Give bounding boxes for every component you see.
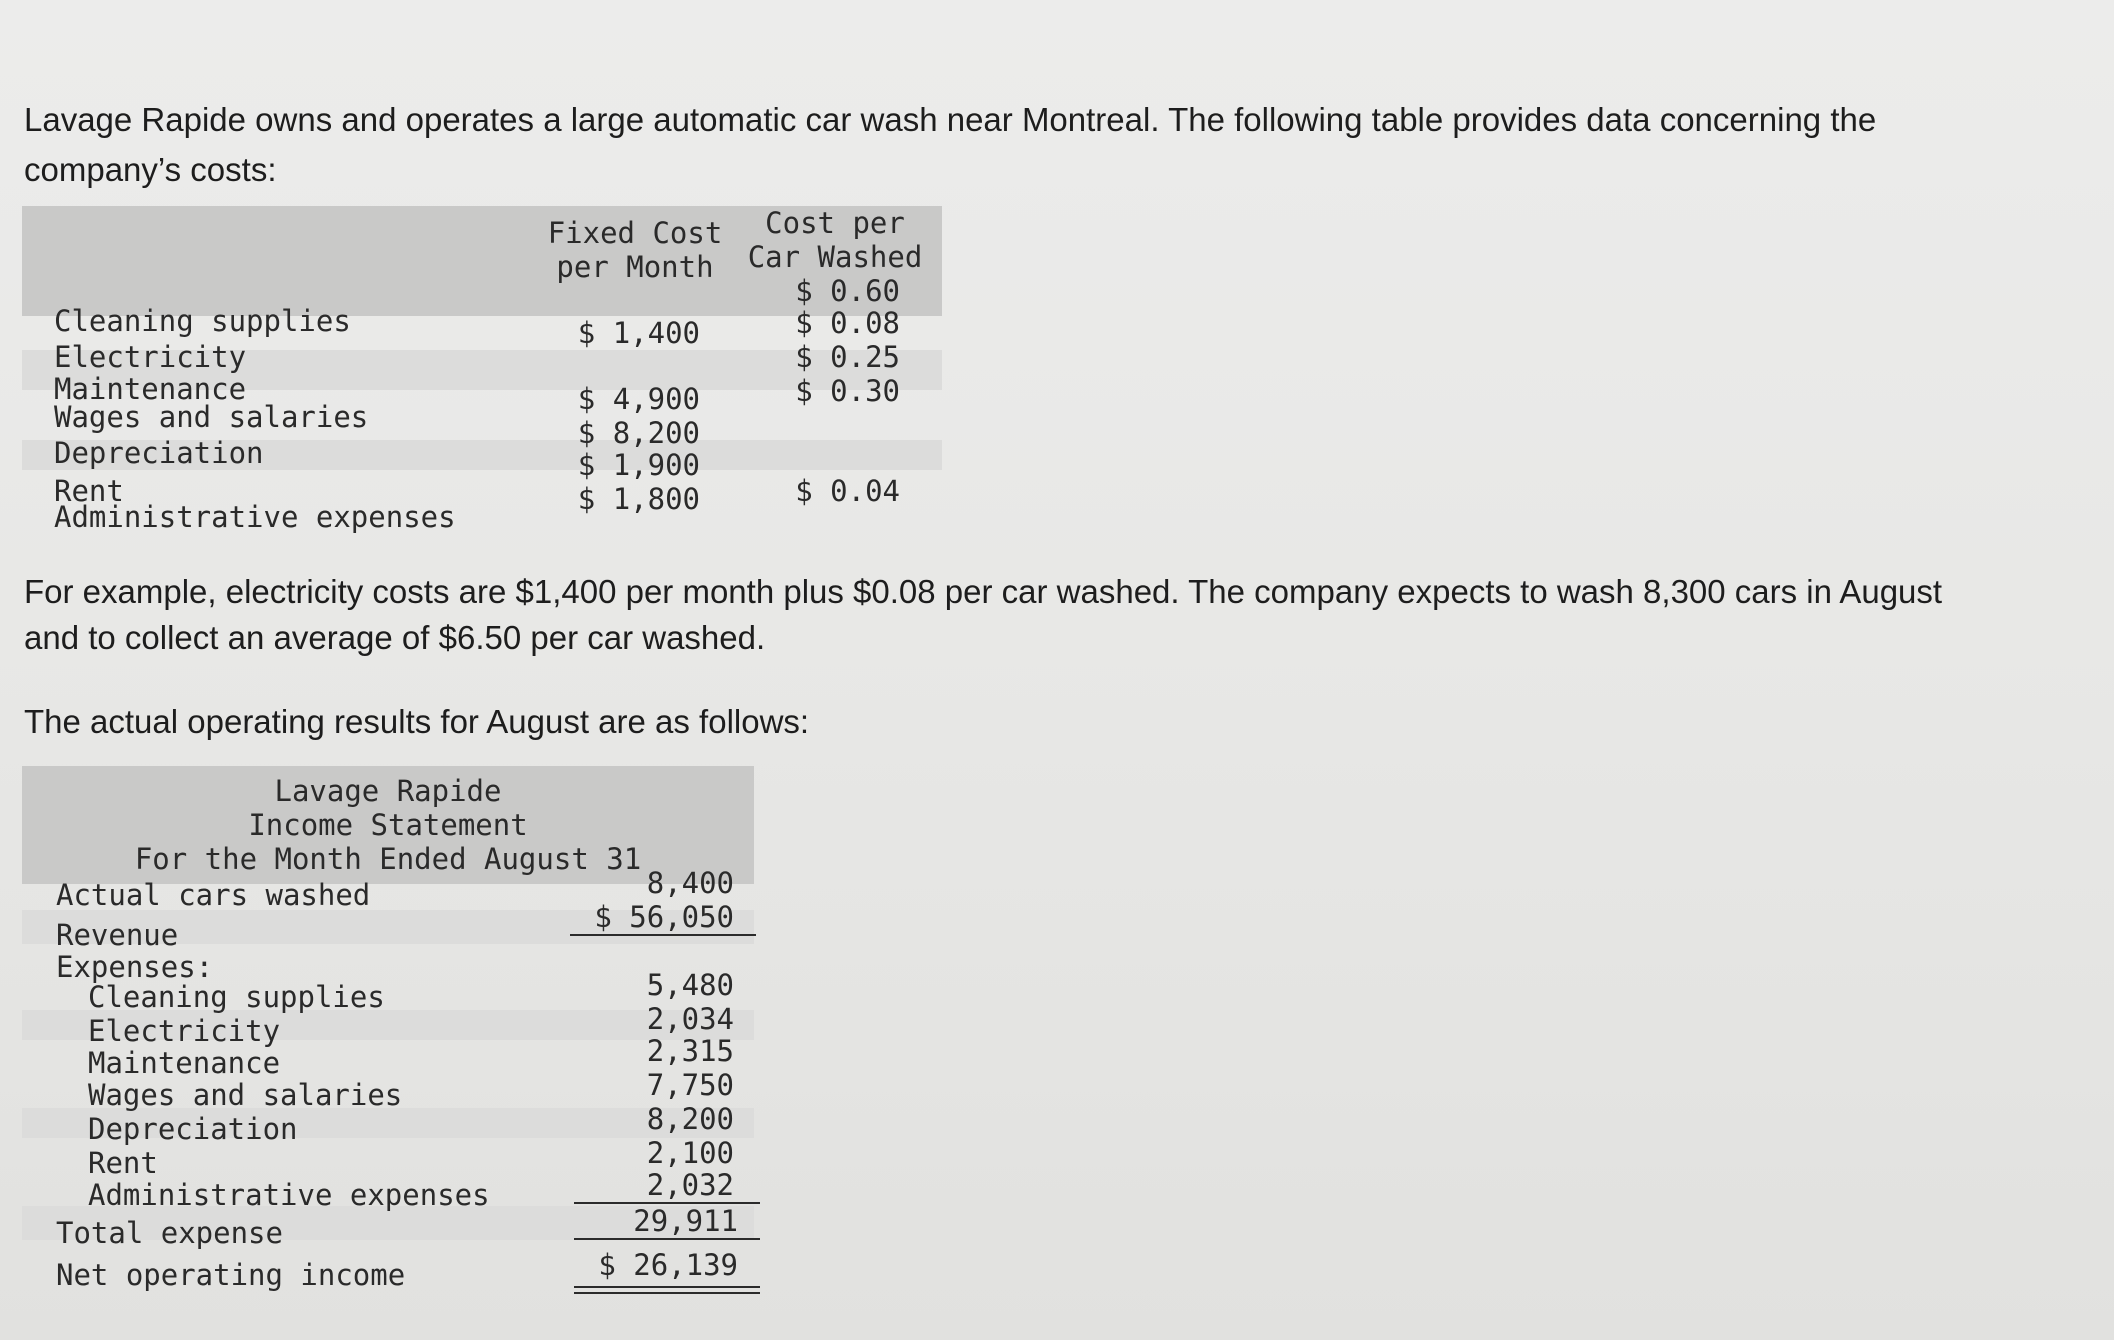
- expense-value: 2,034: [646, 1002, 734, 1036]
- statement-period: For the Month Ended August 31: [134, 842, 642, 876]
- fixed-cost-value: $ 4,900: [577, 382, 700, 416]
- fixed-cost-value: $ 1,400: [577, 316, 700, 350]
- cost-row-label: Rent: [54, 474, 124, 508]
- expense-label: Maintenance: [88, 1046, 281, 1080]
- expense-label: Wages and salaries: [88, 1078, 403, 1112]
- variable-cost-value: $ 0.60: [795, 274, 900, 308]
- var-cost-header-1: Cost per: [765, 206, 905, 240]
- total-expense-value: 29,911: [633, 1204, 738, 1238]
- statement-company: Lavage Rapide: [274, 774, 502, 808]
- expense-label: Electricity: [88, 1014, 281, 1048]
- var-cost-header-2: Car Washed: [747, 240, 923, 274]
- total-expense-label: Total expense: [56, 1216, 283, 1250]
- net-income-double-underline-1: [574, 1286, 760, 1288]
- expense-label: Administrative expenses: [88, 1178, 490, 1212]
- expense-label: Depreciation: [88, 1112, 298, 1146]
- expense-value: 8,200: [646, 1102, 734, 1136]
- expense-value: 7,750: [646, 1068, 734, 1102]
- expense-value: 2,315: [646, 1034, 734, 1068]
- variable-cost-value: $ 0.08: [795, 306, 900, 340]
- expenses-label: Expenses:: [56, 950, 214, 984]
- intro-line-2: company’s costs:: [24, 151, 277, 188]
- example-line-1: For example, electricity costs are $1,400 per month plus $0.08 per car washed. The company expects to wash 8,300 cars in August: [24, 573, 1943, 610]
- revenue-underline: [570, 934, 756, 936]
- cost-row-label: Cleaning supplies: [54, 304, 351, 338]
- cost-row-label: Administrative expenses: [54, 500, 456, 534]
- statement-title: Income Statement: [248, 808, 528, 842]
- expense-value: 2,032: [646, 1168, 734, 1202]
- actual-results-intro: The actual operating results for August are as follows:: [24, 703, 810, 740]
- cost-row-label: Electricity: [54, 340, 247, 374]
- fixed-cost-value: $ 8,200: [577, 416, 700, 450]
- expense-label: Rent: [88, 1146, 158, 1180]
- revenue-label: Revenue: [56, 918, 179, 952]
- cars-washed-value: 8,400: [646, 866, 734, 900]
- variable-cost-value: $ 0.25: [795, 340, 900, 374]
- cars-washed-label: Actual cars washed: [56, 878, 371, 912]
- cost-row-label: Maintenance: [54, 372, 247, 406]
- expense-value: 2,100: [646, 1136, 734, 1170]
- total-underline: [574, 1238, 760, 1240]
- net-income-double-underline-2: [574, 1292, 760, 1294]
- cost-row-label: Wages and salaries: [54, 400, 369, 434]
- net-income-value: $ 26,139: [598, 1248, 738, 1282]
- net-income-label: Net operating income: [56, 1258, 406, 1292]
- fixed-cost-header-2: per Month: [556, 250, 714, 284]
- variable-cost-value: $ 0.04: [795, 474, 900, 508]
- fixed-cost-value: $ 1,800: [577, 482, 700, 516]
- variable-cost-value: $ 0.30: [795, 374, 900, 408]
- expense-label: Cleaning supplies: [88, 980, 385, 1014]
- revenue-value: $ 56,050: [594, 900, 734, 934]
- expense-value: 5,480: [646, 968, 734, 1002]
- fixed-cost-value: $ 1,900: [577, 448, 700, 482]
- cost-row-label: Depreciation: [54, 436, 264, 470]
- intro-line-1: Lavage Rapide owns and operates a large automatic car wash near Montreal. The following table provides data concerning the: [24, 101, 1877, 138]
- example-line-2: and to collect an average of $6.50 per car washed.: [24, 619, 766, 656]
- fixed-cost-header-1: Fixed Cost: [547, 216, 723, 250]
